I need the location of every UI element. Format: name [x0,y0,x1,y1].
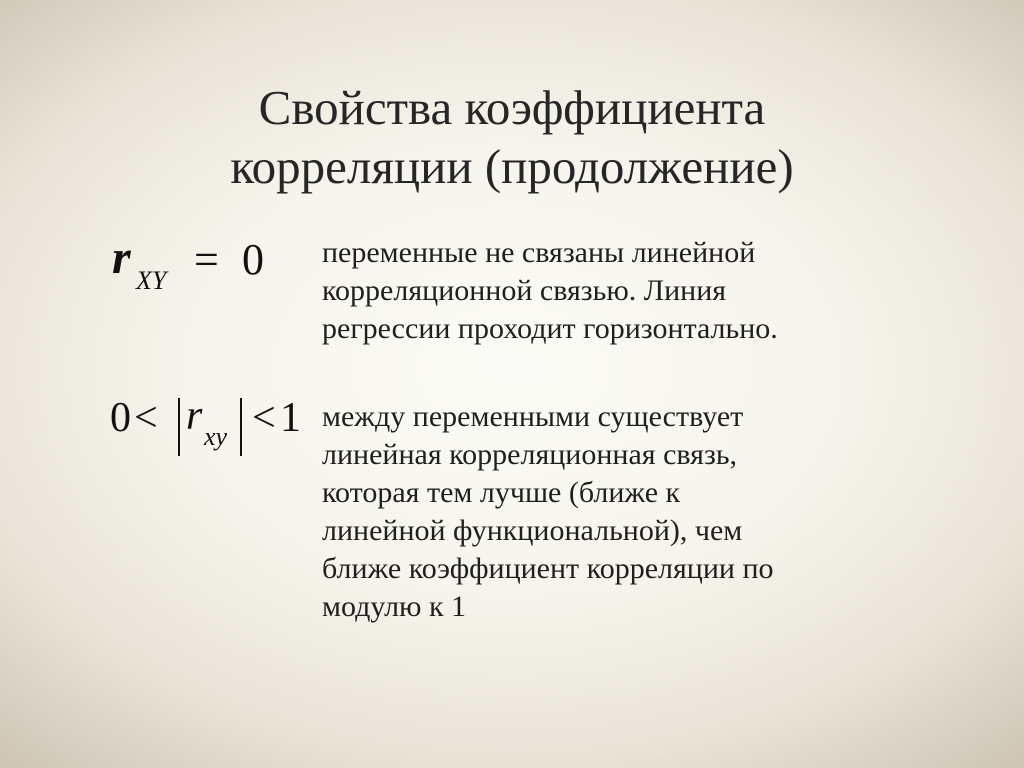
description1-line: переменные не связаны линейной [322,236,756,269]
formula-abs-r-between [110,392,310,472]
abs-bar-left [178,398,180,456]
description2-line: линейной функциональной), чем [322,514,743,547]
title-line-2: корреляции (продолжение) [230,139,794,194]
formula2-left: 0 [110,395,131,441]
formula1-subscript: XY [136,266,167,295]
description1-line: регрессии проходит горизонтально. [322,312,778,345]
formula2-right: 1 [280,395,301,441]
description2-line: линейная корреляционная связь, [322,438,738,471]
formula1-equals: = [194,235,219,284]
description2-line: модулю к 1 [322,590,467,623]
description2-line: которая тем лучше (ближе к [322,476,681,509]
description2-line: между переменными существует [322,400,744,433]
formula1-r: r [112,231,131,284]
formula1-value: 0 [242,235,264,284]
description-r-zero [322,234,962,348]
description2-line: ближе коэффициент корреляции по [322,552,774,585]
formula2-lt2: < [252,395,276,441]
formula2-r: r [186,393,203,439]
description-r-between [322,398,962,626]
abs-bar-right [240,398,242,456]
title-line-1: Свойства коэффициента [258,80,766,135]
description1-line: корреляционной связью. Линия [322,274,727,307]
formula2-subscript: xy [204,422,228,451]
formula2-lt1: < [134,395,158,441]
slide-title [0,78,1024,196]
